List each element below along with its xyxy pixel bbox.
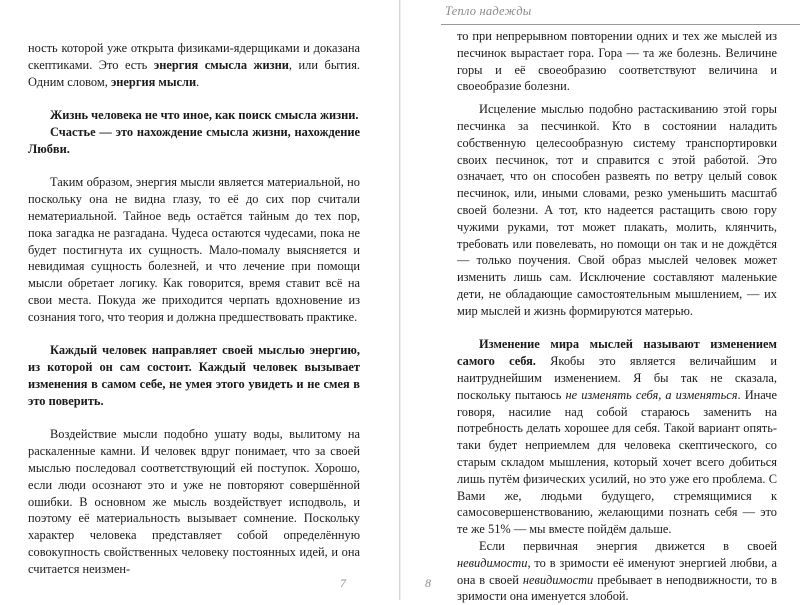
text-segment: ность которой уже открыта физиками-ядерщиками и доказана скептиками. Это есть [28,41,360,72]
text-segment: Если первичная энергия движется в своей [479,538,777,553]
paragraph-bold [28,342,360,409]
running-header-title: Тепло надежды [445,4,532,18]
paragraph [457,28,777,95]
text-segment: . [196,74,200,89]
paragraph [457,101,777,319]
text-segment-italic: невидимости [457,555,528,570]
right-page-text [457,28,777,605]
page-number-right: 8 [425,576,431,590]
text-segment: Якобы это является величайшим и наитруднейшим изменением. Я бы так не сказала, поскольку пытаюсь [457,354,777,402]
paragraph [28,426,360,577]
text-segment-bold: Каждый человек направляет своей мыслью энергию, из которой он сам состоит. Каждый человек вызывает изменения в самом себе, не умея этого увидеть и не смея в это поверить. [28,343,360,408]
paragraph [457,538,777,605]
header-rule [441,24,800,25]
paragraph [457,336,777,538]
text-segment: то при непрерывном повторении одних и тех же мыслей из песчинок вырастает гора. Гора — та же болезнь. Величине горы и её своеобразию соответствуют величина и своеобразие болезни. [457,29,777,94]
text-segment-italic: не изменять себя, а изменяться [565,387,738,402]
left-page-text [28,40,360,578]
text-segment: Исцеление мыслью подобно растаскиванию этой горы песчинка за песчинкой. Кто в состоянии наладить собственную целесообразную систему транспортировки своих песчинок, тот и справится с этой работой. Это означает, что он способен развеять по ветру целый совок песчинок, или, иными словами, резко уменьшить масштаб своей болезни. А тот, кто надеется растащить свою гору чужими руками, тот может плакать, молить, клянчить, требовать или повелевать, но помощи он так и не дождётся — только поучения. Свой образ мыслей человек может изменить лишь сам. Исключение составляют маленькие дети, не обладающие самостоятельным мышлением, — их мир мыслей и жизнь формируются матерью. [457,102,777,318]
text-segment: Таким образом, энергия мысли является материальной, но поскольку она не видна глазу, то её до сих пор считали нематериальной. Тайное ведь остаётся тайным до тех пор, пока загадка не разгадана. Чудеса остаются чудесами, пока не будет постигнута их сущность. Мало-помалу выясняется и невидимая сущность болезней, и что лечение при помощи мысли обретает логику. Как говорится, время ставит всё на свои места. Покуда же приходится черпать вдохновение из сознания того, что теория и должна предшествовать практике. [28,175,360,324]
paragraph-bold [28,107,360,124]
text-segment: , или бытия. Одним словом, [28,57,360,89]
paragraph [28,174,360,325]
paragraph [28,40,360,90]
text-segment-bold: Жизнь человека не что иное, как поиск смысла жизни. [50,108,359,123]
text-segment: Воздействие мысли подобно ушату воды, вылитому на раскаленные камни. И человек вдруг понимает, что за своей мыслью последовал соответствующий ей поступок. Хорошо, если люди осознают это и уже не повторяют совершённой ошибки. В основном же мысль воздействует исподволь, и поэтому её материальность вызывает сомнение. Поскольку характер человека представляет собой определённую совокупность свойственных человеку постоянных идей, и она считается неизмен- [28,427,360,576]
text-segment-italic: невидимости [522,572,594,587]
running-header [401,0,800,26]
text-segment-bold: энергия мысли [110,74,197,89]
left-page [0,0,399,600]
text-segment-bold: Счастье — это нахождение смысла жизни, нахождение Любви. [28,124,360,156]
page-number-left: 7 [340,576,346,590]
paragraph-bold [28,124,360,158]
text-segment: . Иначе говоря, насилие над собой стараюсь заменить на потребность делать хорошее для себя. Такой вариант опять-таки будет неприемлем для человека скептического, со старым складом мышления, который хочет всего добиться лишь путём физических усилий, но это уже его проблема. С Вами же, людьми будущего, стремящимися к самосовершенствованию, желающими познать себя — это те же 51% — мы вместе пойдём дальше. [457,387,778,537]
right-page [401,0,800,604]
text-segment: пребывает в неподвижности, то в зримости она именуется злобой. [457,572,777,604]
text-segment-bold: Изменение мира мыслей называют изменением самого себя. [457,337,777,369]
text-segment: , то в зримости её именуют энергией любви, а она в своей [457,555,777,587]
text-segment-bold: энергия смысла жизни [153,57,289,72]
